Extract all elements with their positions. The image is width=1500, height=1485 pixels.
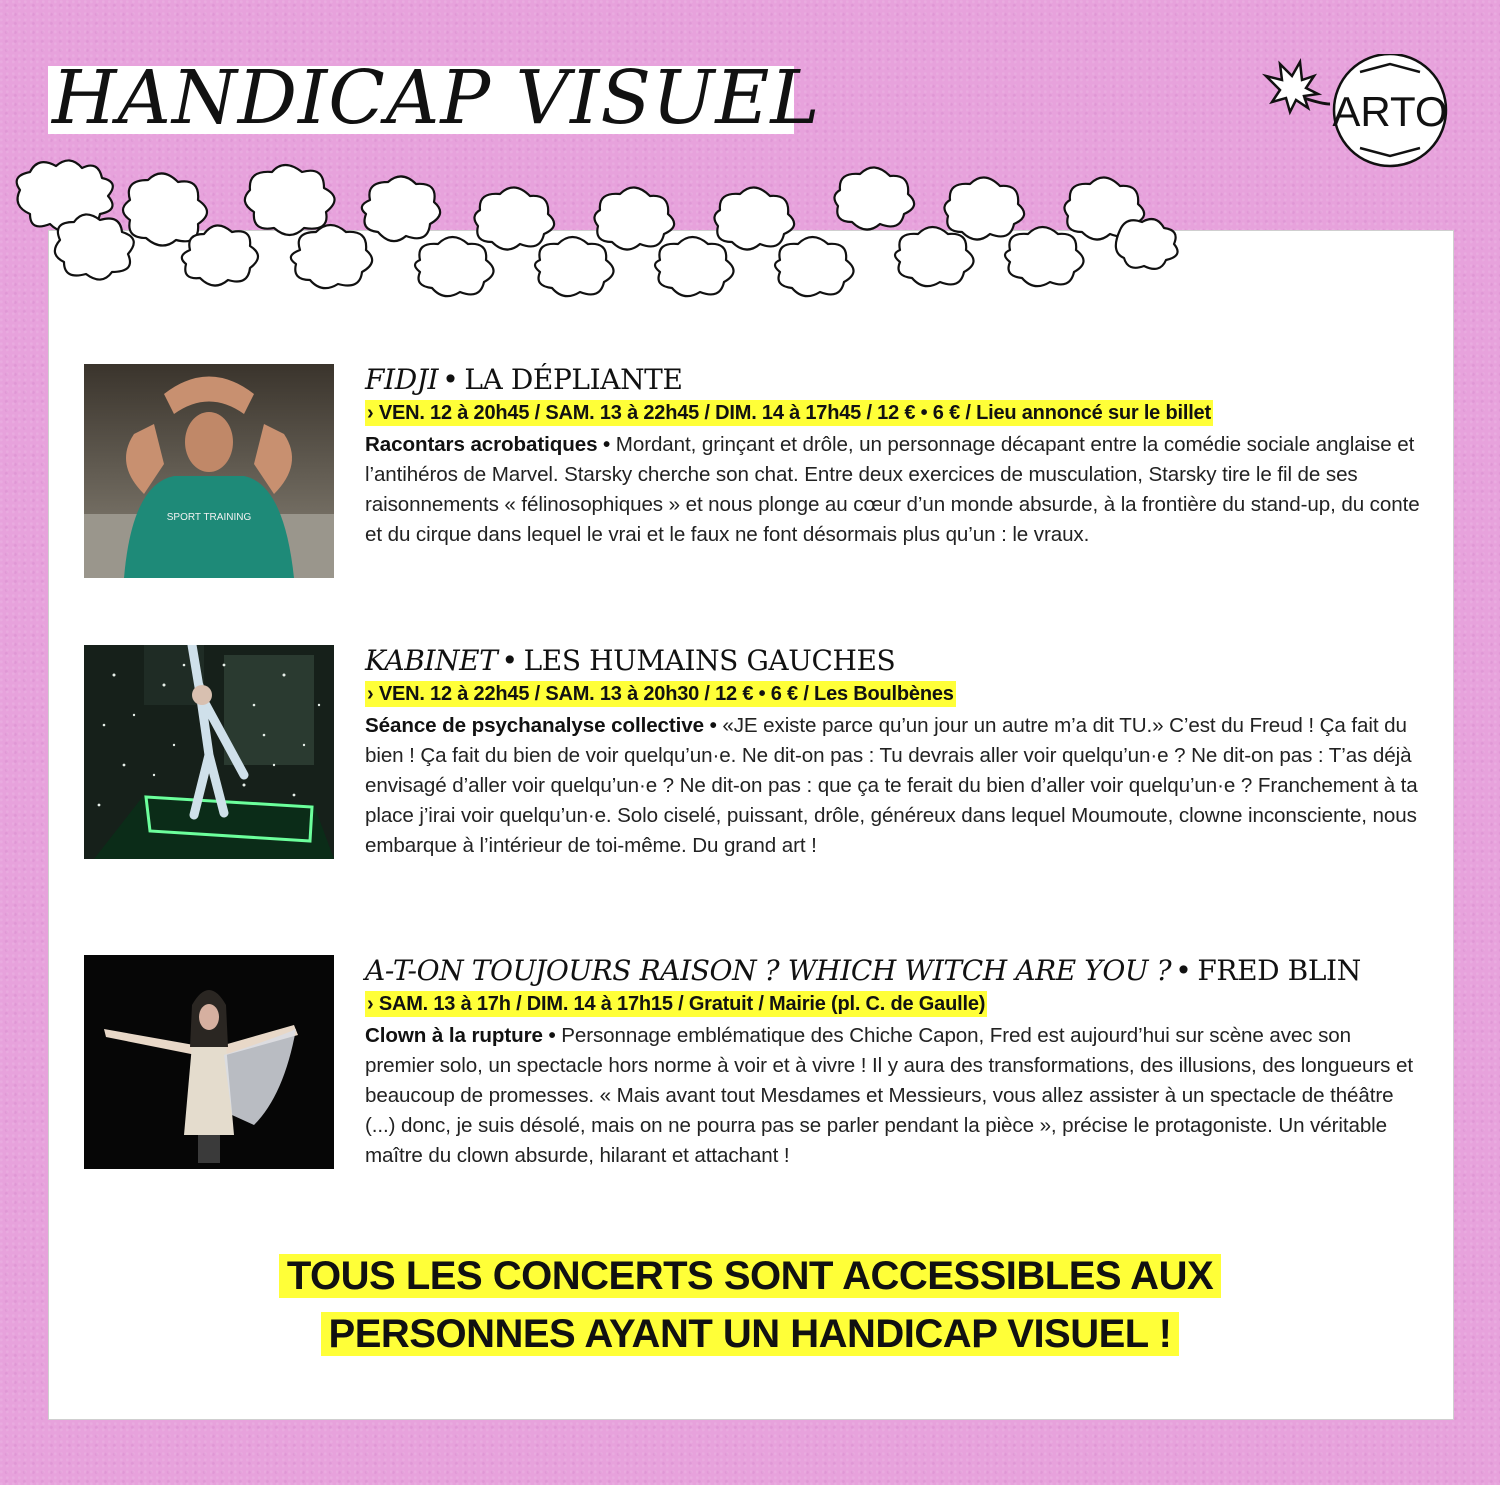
arto-logo (1252, 54, 1462, 174)
event-photo (84, 955, 334, 1169)
event-company: FRED BLIN (1197, 954, 1361, 987)
event-description (365, 711, 1425, 861)
event-category: Racontars acrobatiques • (365, 433, 611, 456)
event-photo (84, 645, 334, 859)
accessibility-line-1: TOUS LES CONCERTS SONT ACCESSIBLES AUX (279, 1254, 1221, 1298)
logo-text: ARTO (1332, 88, 1448, 135)
event-show-name: FIDJI (365, 363, 439, 396)
event-title: KABINET • LES HUMAINS GAUCHES (365, 644, 896, 677)
event-show-name: A-T-ON TOUJOURS RAISON ? WHICH WITCH ARE YOU ? (365, 954, 1172, 987)
event-description-text: Personnage emblématique des Chiche Capon, Fred est aujourd’hui sur scène avec son premier solo, un spectacle hors norme à voir et à vivre ! Il y aura des transformations, des illusions, des longueurs et beaucoup de promesses. « Mais avant tout Mesdames et Messieurs, vous allez assister à un spectacle de théâtre (...) donc, je suis désolé, mais on ne pourra pas se parler pendant la pièce », précise le protagoniste. Un véritable maître du clown absurde, hilarant et attachant ! (365, 1024, 1413, 1167)
event-show-name: KABINET (365, 644, 498, 677)
event-schedule: › VEN. 12 à 22h45 / SAM. 13 à 20h30 / 12 € • 6 € / Les Boulbènes (367, 683, 954, 705)
event-title: A-T-ON TOUJOURS RAISON ? WHICH WITCH ARE YOU ? • FRED BLIN (365, 954, 1361, 987)
shirt-text: SPORT TRAINING (166, 512, 252, 523)
event-company: LES HUMAINS GAUCHES (523, 644, 896, 677)
splash-icon (1266, 62, 1318, 112)
event-category: Séance de psychanalyse collective • (365, 714, 717, 737)
accessibility-line-2: PERSONNES AYANT UN HANDICAP VISUEL ! (321, 1312, 1180, 1356)
cloud-scribble-decoration (0, 150, 1220, 310)
event-description (365, 430, 1425, 550)
event-company: LA DÉPLIANTE (464, 363, 683, 396)
event-schedule: › SAM. 13 à 17h / DIM. 14 à 17h15 / Gratuit / Mairie (pl. C. de Gaulle) (367, 993, 986, 1015)
page-title: HANDICAP VISUEL (52, 55, 821, 141)
event-description (365, 1021, 1425, 1171)
event-category: Clown à la rupture • (365, 1024, 556, 1047)
event-description-text: «JE existe parce qu’un jour un autre m’a dit TU.» C’est du Freud ! Ça fait du bien ! Ça fait du bien de voir quelqu’un·e. Ne dit-on pas : Tu devrais aller voir quelqu’un·e ? Ne dit-on pas : T’as déjà envisagé d’aller voir quelqu’un·e ? Ne dit-on pas : que ça te ferait du bien d’aller voir quelqu’un·e ? Franchement à ta place j’irai voir quelqu’un·e. Solo ciselé, puissant, drôle, généreux dans lequel Moumoute, clowne inconsciente, nous embarque à l’intérieur de toi-même. Du grand art ! (365, 714, 1418, 857)
event-title: FIDJI • LA DÉPLIANTE (365, 363, 683, 396)
event-photo (84, 364, 334, 578)
accessibility-message (0, 1254, 1500, 1370)
event-schedule: › VEN. 12 à 20h45 / SAM. 13 à 22h45 / DIM. 14 à 17h45 / 12 € • 6 € / Lieu annoncé sur le billet (367, 402, 1211, 424)
event-description-text: Mordant, grinçant et drôle, un personnage décapant entre la comédie sociale anglaise et l’antihéros de Marvel. Starsky cherche son chat. Entre deux exercices de musculation, Starsky tire le fil de ses raisonnements « félinosophiques » et nous plonge au cœur d’un monde absurde, à la frontière du stand-up, du conte et du cirque dans lequel le vrai et le faux ne font désormais plus qu’un : le vraux. (365, 433, 1420, 546)
